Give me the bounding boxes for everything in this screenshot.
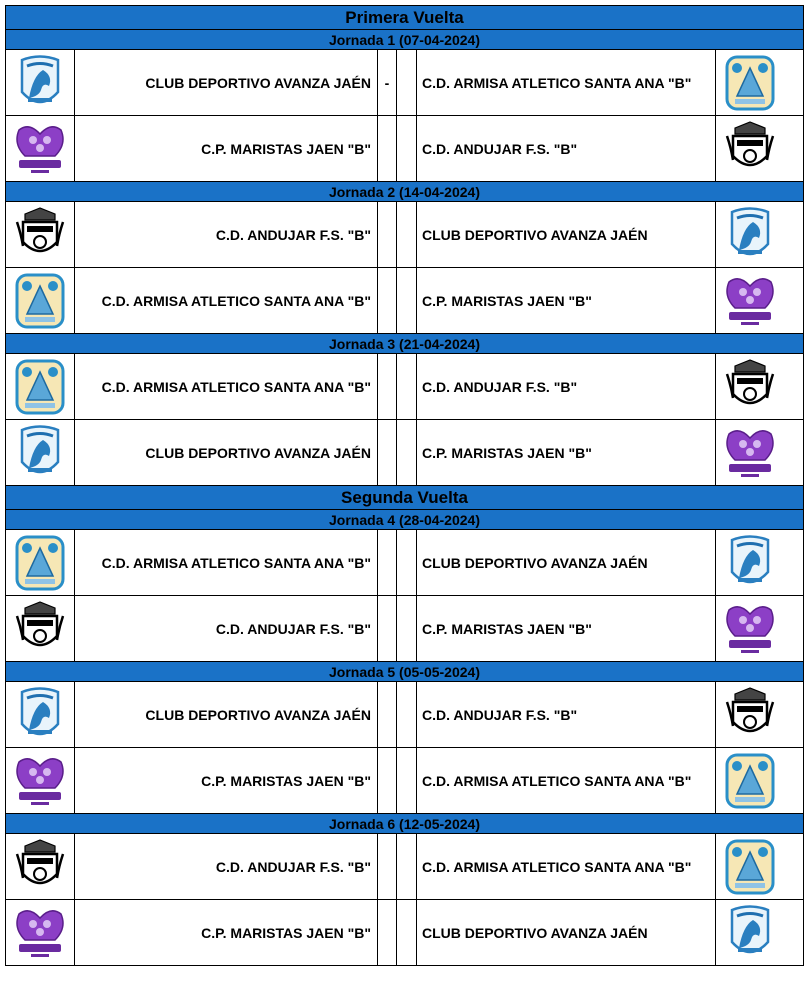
match-separator bbox=[377, 354, 396, 419]
jornada-title: Jornada 5 (05-05-2024) bbox=[6, 661, 803, 681]
maristas-crest-icon bbox=[715, 596, 784, 661]
away-team: C.D. ARMISA ATLETICO SANTA ANA "B" bbox=[422, 772, 692, 789]
home-team: C.D. ANDUJAR F.S. "B" bbox=[215, 858, 371, 875]
avanza-crest-icon bbox=[6, 682, 75, 747]
match-separator bbox=[377, 748, 396, 813]
maristas-crest-icon bbox=[715, 420, 784, 485]
maristas-crest-icon bbox=[6, 748, 75, 813]
match-separator bbox=[377, 682, 396, 747]
andujar-crest-icon bbox=[6, 834, 75, 899]
home-team: C.D. ARMISA ATLETICO SANTA ANA "B" bbox=[101, 378, 371, 395]
score-cell bbox=[396, 354, 417, 419]
score-cell bbox=[396, 748, 417, 813]
avanza-crest-icon bbox=[715, 900, 784, 965]
andujar-crest-icon bbox=[715, 682, 784, 747]
away-team: C.D. ANDUJAR F.S. "B" bbox=[422, 140, 578, 157]
fixtures-table bbox=[5, 5, 804, 966]
home-team: CLUB DEPORTIVO AVANZA JAÉN bbox=[145, 706, 371, 723]
home-team: CLUB DEPORTIVO AVANZA JAÉN bbox=[145, 444, 371, 461]
andujar-crest-icon bbox=[6, 202, 75, 267]
match-row bbox=[6, 529, 803, 595]
score-cell bbox=[396, 202, 417, 267]
vuelta-title: Segunda Vuelta bbox=[6, 485, 803, 509]
score-cell bbox=[396, 420, 417, 485]
away-team: CLUB DEPORTIVO AVANZA JAÉN bbox=[422, 226, 648, 243]
match-separator bbox=[377, 596, 396, 661]
home-team: C.D. ARMISA ATLETICO SANTA ANA "B" bbox=[101, 554, 371, 571]
match-separator bbox=[377, 116, 396, 181]
match-row bbox=[6, 833, 803, 899]
match-row bbox=[6, 115, 803, 181]
maristas-crest-icon bbox=[715, 268, 784, 333]
andujar-crest-icon bbox=[6, 596, 75, 661]
match-row bbox=[6, 747, 803, 813]
match-row bbox=[6, 419, 803, 485]
avanza-crest-icon bbox=[715, 530, 784, 595]
home-team: C.D. ARMISA ATLETICO SANTA ANA "B" bbox=[101, 292, 371, 309]
home-team: CLUB DEPORTIVO AVANZA JAÉN bbox=[145, 74, 371, 91]
match-row bbox=[6, 267, 803, 333]
away-team: C.D. ANDUJAR F.S. "B" bbox=[422, 378, 578, 395]
armisa-crest-icon bbox=[715, 748, 784, 813]
home-team: C.D. ANDUJAR F.S. "B" bbox=[215, 226, 371, 243]
score-cell bbox=[396, 116, 417, 181]
armisa-crest-icon bbox=[6, 530, 75, 595]
away-team: CLUB DEPORTIVO AVANZA JAÉN bbox=[422, 924, 648, 941]
avanza-crest-icon bbox=[6, 50, 75, 115]
maristas-crest-icon bbox=[6, 116, 75, 181]
jornada-title: Jornada 1 (07-04-2024) bbox=[6, 29, 803, 49]
match-separator bbox=[377, 530, 396, 595]
match-row bbox=[6, 353, 803, 419]
home-team: C.P. MARISTAS JAEN "B" bbox=[201, 772, 371, 789]
avanza-crest-icon bbox=[6, 420, 75, 485]
match-separator bbox=[377, 420, 396, 485]
match-row bbox=[6, 595, 803, 661]
jornada-title: Jornada 4 (28-04-2024) bbox=[6, 509, 803, 529]
score-cell bbox=[396, 900, 417, 965]
match-separator bbox=[377, 268, 396, 333]
match-separator bbox=[377, 900, 396, 965]
armisa-crest-icon bbox=[6, 354, 75, 419]
score-cell bbox=[396, 50, 417, 115]
match-row bbox=[6, 899, 803, 965]
andujar-crest-icon bbox=[715, 354, 784, 419]
jornada-title: Jornada 3 (21-04-2024) bbox=[6, 333, 803, 353]
match-row bbox=[6, 201, 803, 267]
away-team: C.D. ARMISA ATLETICO SANTA ANA "B" bbox=[422, 74, 692, 91]
home-team: C.P. MARISTAS JAEN "B" bbox=[201, 140, 371, 157]
home-team: C.D. ANDUJAR F.S. "B" bbox=[215, 620, 371, 637]
away-team: C.P. MARISTAS JAEN "B" bbox=[422, 444, 592, 461]
away-team: C.D. ANDUJAR F.S. "B" bbox=[422, 706, 578, 723]
armisa-crest-icon bbox=[715, 834, 784, 899]
score-cell bbox=[396, 834, 417, 899]
andujar-crest-icon bbox=[715, 116, 784, 181]
score-cell bbox=[396, 596, 417, 661]
jornada-title: Jornada 2 (14-04-2024) bbox=[6, 181, 803, 201]
armisa-crest-icon bbox=[715, 50, 784, 115]
armisa-crest-icon bbox=[6, 268, 75, 333]
match-row bbox=[6, 49, 803, 115]
away-team: C.P. MARISTAS JAEN "B" bbox=[422, 292, 592, 309]
match-separator bbox=[377, 834, 396, 899]
away-team: C.D. ARMISA ATLETICO SANTA ANA "B" bbox=[422, 858, 692, 875]
match-separator bbox=[377, 202, 396, 267]
score-cell bbox=[396, 530, 417, 595]
vuelta-title: Primera Vuelta bbox=[6, 5, 803, 29]
jornada-title: Jornada 6 (12-05-2024) bbox=[6, 813, 803, 833]
away-team: CLUB DEPORTIVO AVANZA JAÉN bbox=[422, 554, 648, 571]
home-team: C.P. MARISTAS JAEN "B" bbox=[201, 924, 371, 941]
avanza-crest-icon bbox=[715, 202, 784, 267]
match-row bbox=[6, 681, 803, 747]
score-cell bbox=[396, 682, 417, 747]
match-separator: - bbox=[377, 50, 396, 115]
score-cell bbox=[396, 268, 417, 333]
maristas-crest-icon bbox=[6, 900, 75, 965]
away-team: C.P. MARISTAS JAEN "B" bbox=[422, 620, 592, 637]
